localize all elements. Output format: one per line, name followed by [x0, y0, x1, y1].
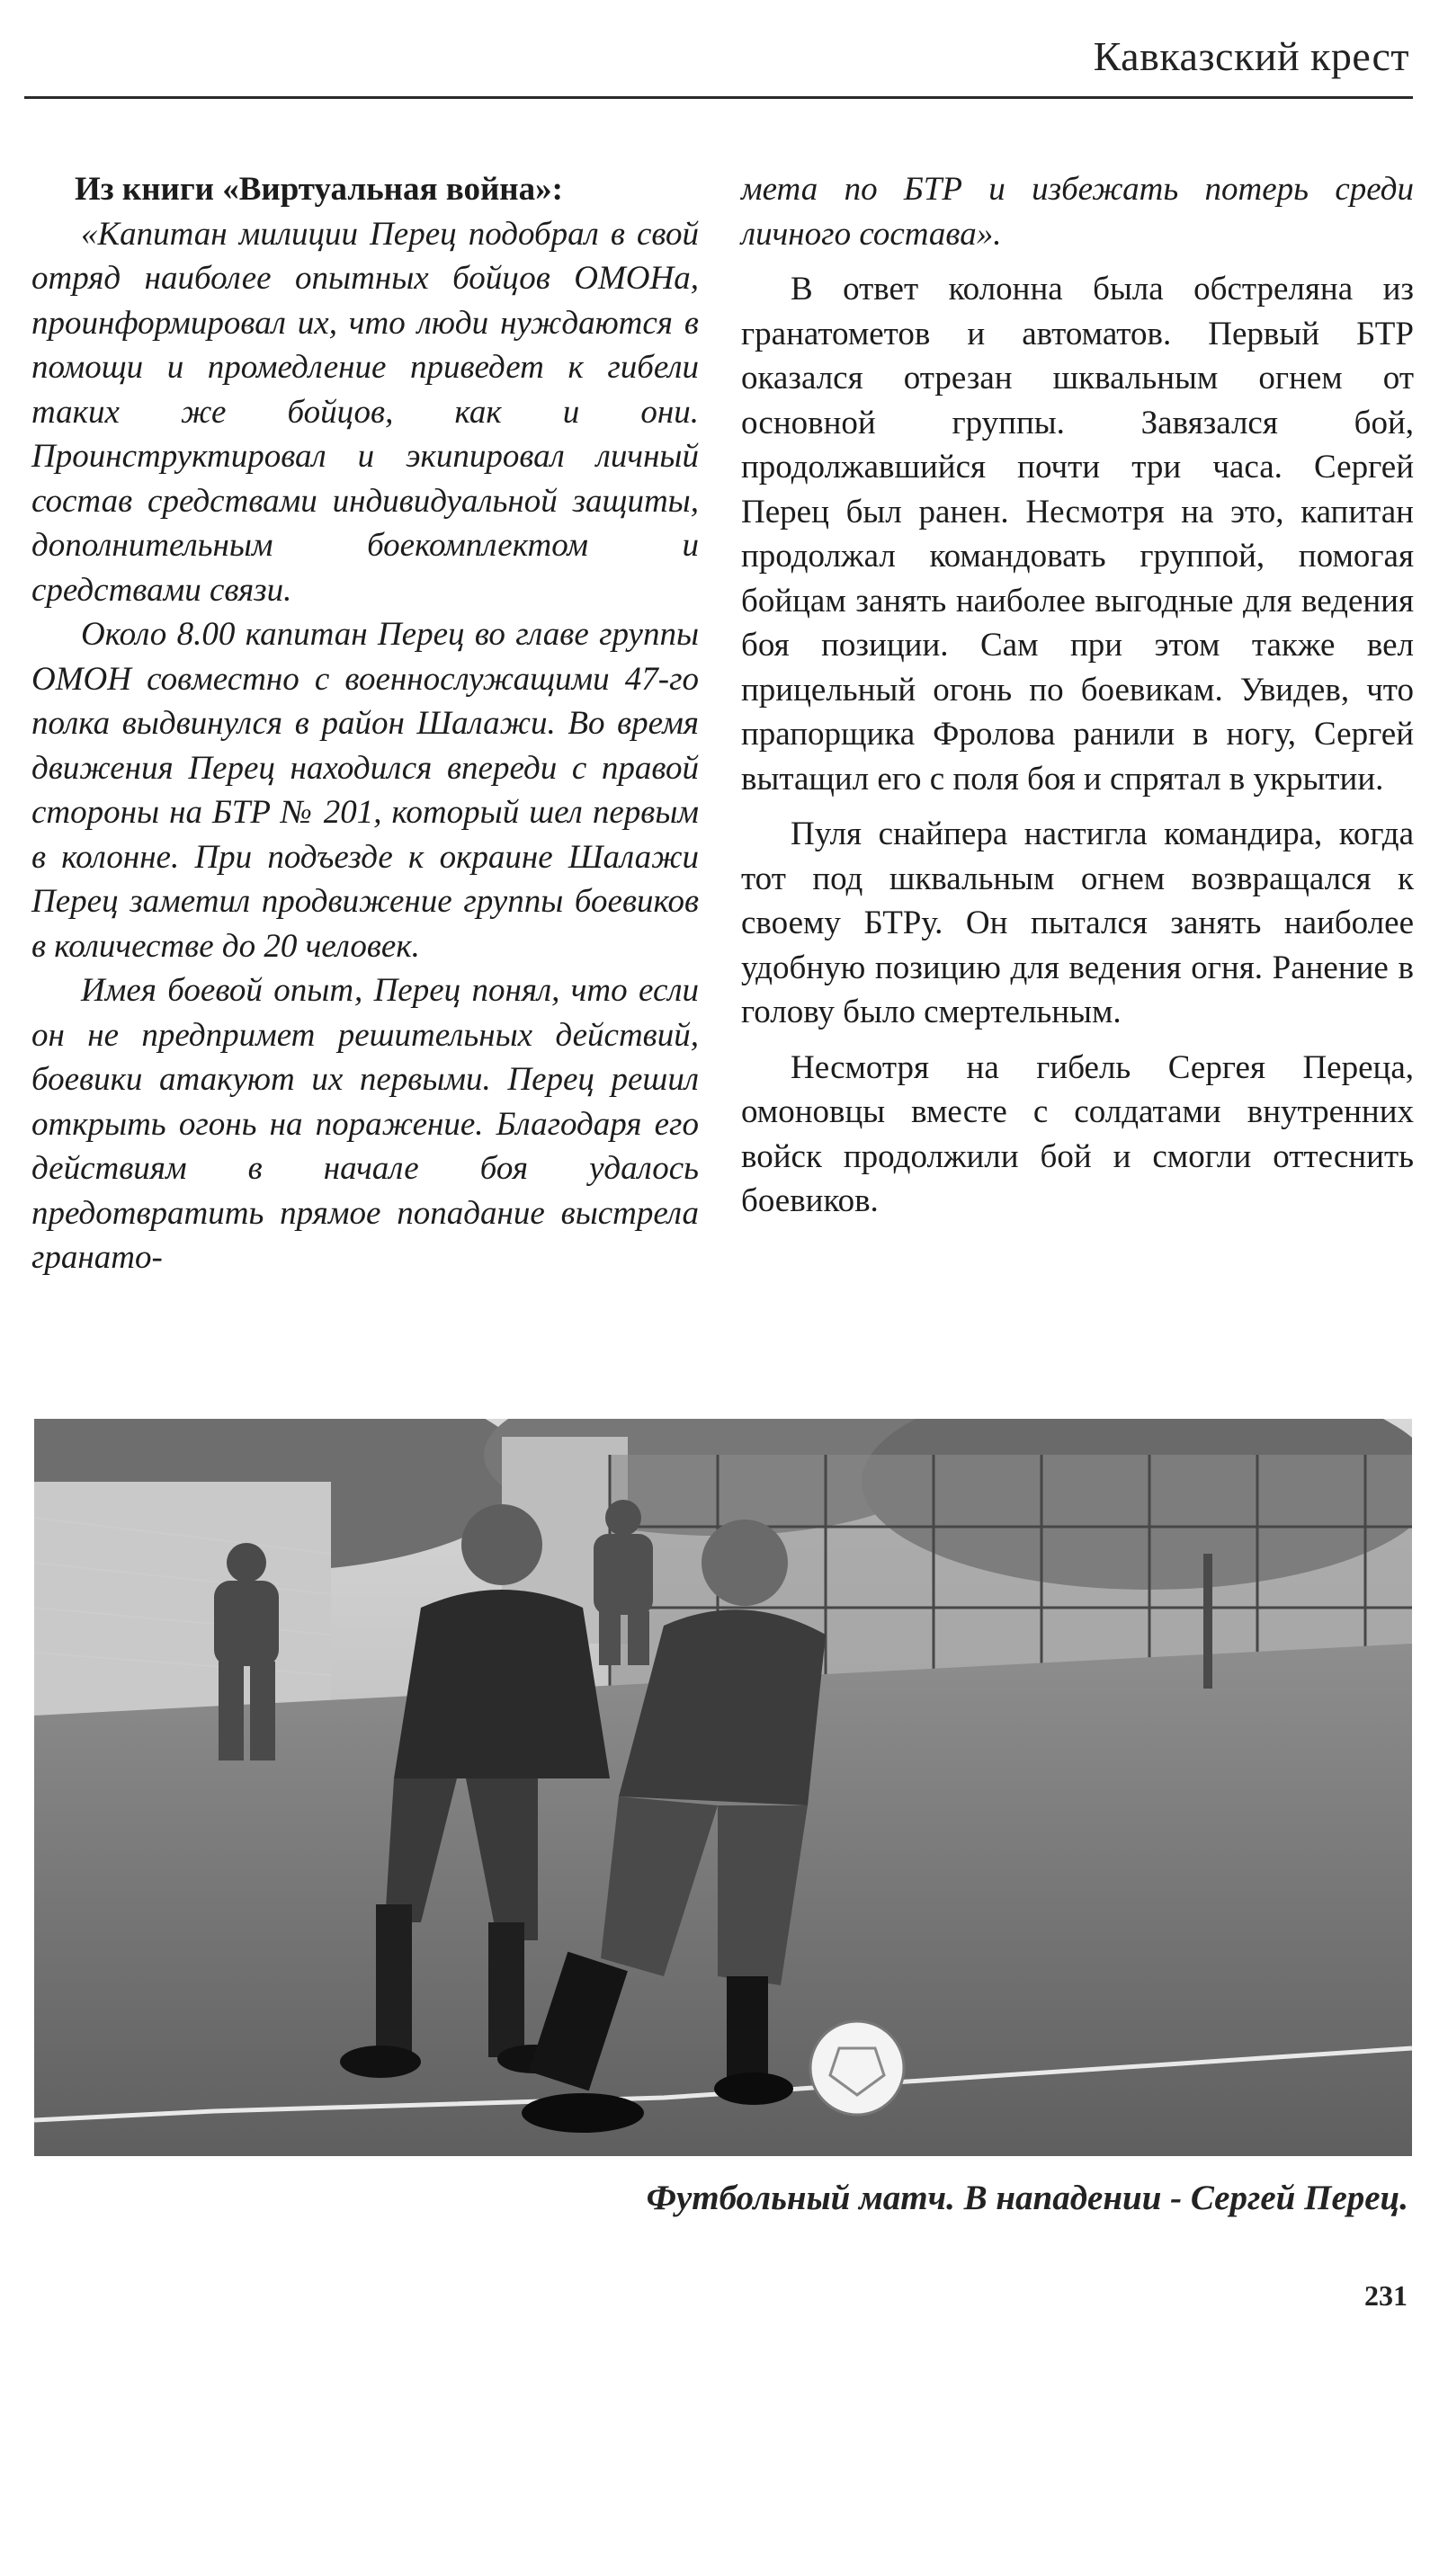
right-paragraph-1: В ответ колонна была обстреляна из гранатометов и автоматов. Первый БТР оказался отрезан шквальным огнем от основной группы. Завязался бой, продолжавшийся почти три часа. Сергей Перец был ранен. Несмотря на это, капитан продолжал командовать группой, помогая бойцам занять наиболее выгодные для ведения боя позиции. Сам при этом также вел прицельный огонь по боевикам. Увидев, что прапорщика Фролова ранили в ногу, Сергей вытащил его с поля боя и спрятал в укрытии. — [741, 271, 1414, 798]
right-paragraph-3: Несмотря на гибель Сергея Переца, омоновцы вместе с солдатами внутренних войск продолжили бой и смогли оттеснить боевиков. — [741, 1048, 1414, 1219]
page-number: 231 — [1364, 2279, 1408, 2312]
right-continuation: мета по БТР и избежать потерь среди личного состава». — [741, 171, 1414, 253]
left-paragraph-2: Около 8.00 капитан Перец во главе группы ОМОН совместно с военнослужащими 47-го полка выдвинулся в район Шалажи. Во время движения Перец находился впереди с правой стороны на БТР № 201, который шел первым в колонне. При подъезде к окраине Шалажи Перец заметил продвижение группы боевиков в количестве до 20 человек. — [31, 616, 699, 965]
header-divider — [24, 96, 1413, 99]
quote-heading: Из книги «Виртуальная война»: — [75, 171, 563, 208]
right-paragraph-2: Пуля снайпера настигла командира, когда тот под шквальным огнем возвращался к своему БТРу. Он пытался занять наиболее удобную позицию для ведения огня. Ранение в голову было смертельным. — [741, 816, 1414, 1030]
running-title: Кавказский крест — [1093, 33, 1409, 79]
quote-heading-paragraph — [31, 167, 699, 212]
left-column — [31, 167, 699, 1280]
left-paragraph-3: Имея боевой опыт, Перец понял, что если он не предпримет решительных действий, боевики атакуют их первыми. Перец решил открыть огонь на поражение. Благодаря его действиям в начале боя удалось предотвратить прямое попадание выстрела гранато- — [31, 972, 699, 1276]
football-match-photo — [34, 1419, 1412, 2576]
photo-caption: Футбольный матч. В нападении - Сергей Перец. — [646, 2179, 1408, 2217]
left-paragraph-1: «Капитан милиции Перец подобрал в свой отряд наиболее опытных бойцов ОМОНа, проинформировал их, что люди нуждаются в помощи и промедление приведет к гибели таких же бойцов, как и они. Проинструктировал и экипировал личный состав средствами индивидуальной защиты, дополнительным боекомплектом и средствами связи. — [31, 215, 699, 609]
right-column — [741, 167, 1414, 1224]
